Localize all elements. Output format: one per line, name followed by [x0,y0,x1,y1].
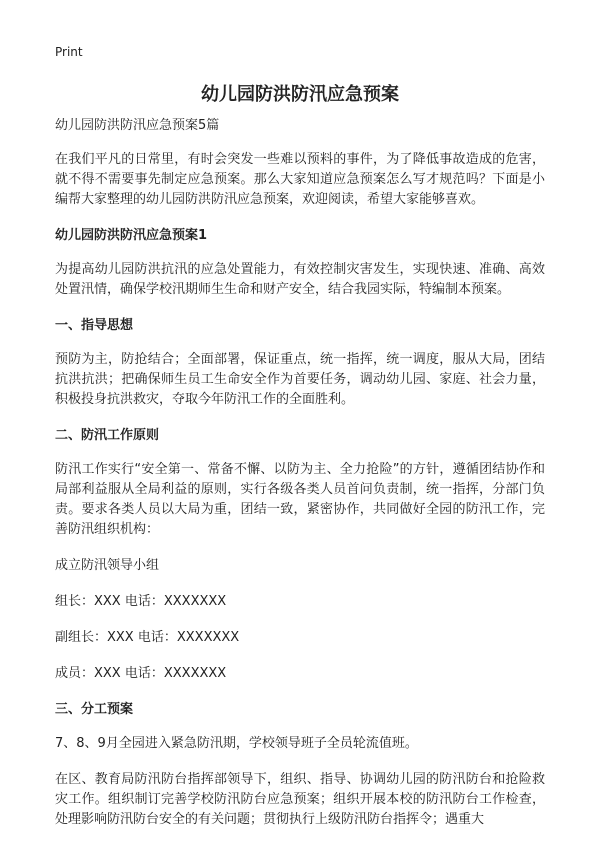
leader-group-line: 成立防汛领导小组 [55,558,160,573]
document-subtitle: 幼儿园防洪防汛应急预案5篇 [55,118,220,133]
section-heading-plan1: 幼儿园防洪防汛应急预案1 [55,228,208,243]
heading-guiding-ideology: 一、指导思想 [55,318,134,333]
duty-paragraph: 7、8、9月全园进入紧急防汛期，学校领导班子全员轮流值班。 [55,736,418,751]
page-title: 幼儿园防洪防汛应急预案 [201,84,399,105]
heading-division-plan: 三、分工预案 [55,702,134,717]
deputy-leader-line: 副组长：XXX 电话：XXXXXXX [55,630,240,645]
guiding-ideology-paragraph: 预防为主，防抢结合；全面部署，保证重点，统一指挥，统一调度，服从大局，团结抗洪抗洪；把确保师生员工生命安全作为首要任务，调动幼儿园、家庭、社会力量，积极投身抗洪救灾，夺取今年防汛工作的全面胜利。 [55,352,545,407]
member-line: 成员：XXX 电话：XXXXXXX [55,666,227,681]
intro-paragraph: 在我们平凡的日常里，有时会突发一些难以预料的事件，为了降低事故造成的危害，就不得不需要事先制定应急预案。那么大家知道应急预案怎么写才规范吗？下面是小编帮大家整理的幼儿园防洪防汛应急预案，欢迎阅读，希望大家能够喜欢。 [55,152,545,207]
plan1-intro-paragraph: 为提高幼儿园防洪抗汛的应急处置能力，有效控制灾害发生，实现快速、准确、高效处置汛情，确保学校汛期师生生命和财产安全，结合我园实际，特编制本预案。 [55,262,545,297]
responsibility-paragraph: 在区、教育局防汛防台指挥部领导下，组织、指导、协调幼儿园的防汛防台和抢险救灾工作。组织制订完善学校防汛防台应急预案；组织开展本校的防汛防台工作检查，处理影响防汛防台安全的有关问题；贯彻执行上级防汛防台指挥令；遇重大 [55,772,545,827]
print-link[interactable]: Print [55,45,83,59]
heading-work-principle: 二、防汛工作原则 [55,428,160,443]
work-principle-paragraph: 防汛工作实行“安全第一、常备不懈、以防为主、全力抢险”的方针，遵循团结协作和局部利益服从全局利益的原则，实行各级各类人员首问负责制，统一指挥，分部门负责。要求各类人员以大局为重，团结一致，紧密协作，共同做好全园的防汛工作，完善防汛组织机构： [55,462,545,537]
group-leader-line: 组长：XXX 电话：XXXXXXX [55,594,227,609]
document-body [55,116,545,846]
